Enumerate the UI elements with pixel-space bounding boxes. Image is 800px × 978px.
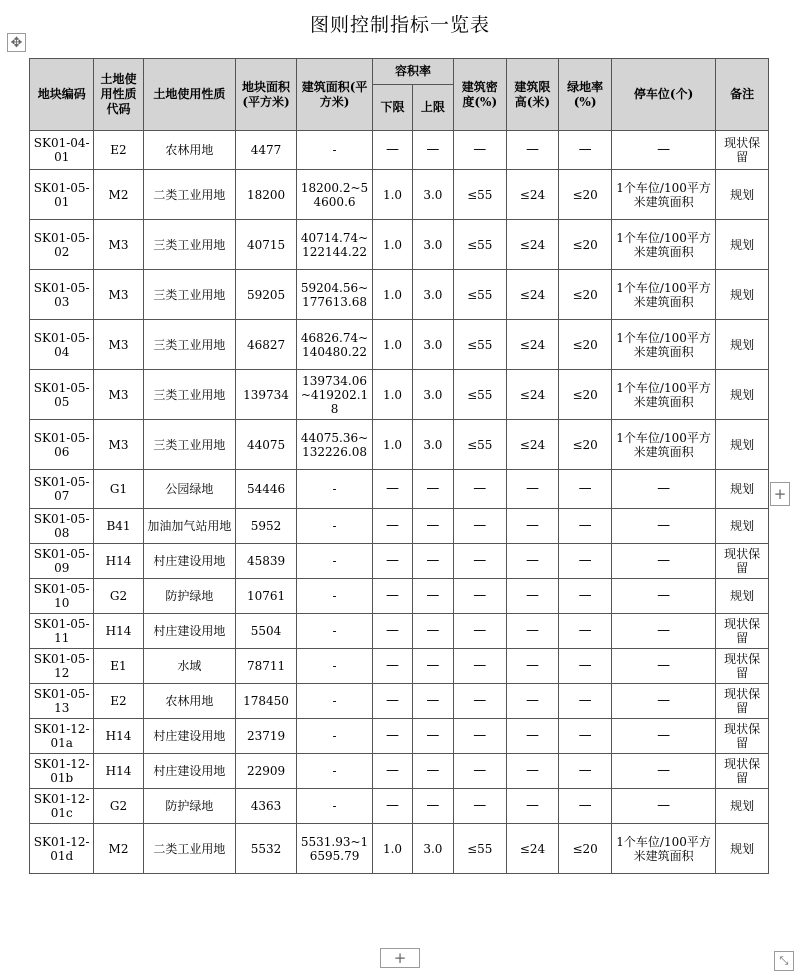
cell-note: 规划 xyxy=(716,270,769,320)
cell-parking: — xyxy=(611,544,715,579)
cell-land-use: 公园绿地 xyxy=(143,470,236,509)
cell-floor-area: - xyxy=(296,579,372,614)
cell-height: ≤24 xyxy=(506,270,559,320)
header-green: 绿地率(%) xyxy=(559,59,612,131)
cell-height: — xyxy=(506,684,559,719)
cell-floor-area: - xyxy=(296,789,372,824)
cell-height: — xyxy=(506,614,559,649)
cell-height: — xyxy=(506,470,559,509)
cell-land-code: H14 xyxy=(94,614,143,649)
cell-block-id: SK01-05-12 xyxy=(30,649,94,684)
cell-height: — xyxy=(506,131,559,170)
cell-parking: — xyxy=(611,789,715,824)
header-far: 容积率 xyxy=(373,59,454,85)
cell-land-use: 三类工业用地 xyxy=(143,220,236,270)
cell-land-code: M3 xyxy=(94,320,143,370)
cell-floor-area: 46826.74~140480.22 xyxy=(296,320,372,370)
cell-area: 59205 xyxy=(236,270,297,320)
cell-block-id: SK01-05-07 xyxy=(30,470,94,509)
cell-area: 45839 xyxy=(236,544,297,579)
cell-height: — xyxy=(506,719,559,754)
cell-parking: — xyxy=(611,649,715,684)
cell-parking: 1个车位/100平方米建筑面积 xyxy=(611,824,715,874)
cell-far-max: — xyxy=(412,684,453,719)
cell-far-max: 3.0 xyxy=(412,824,453,874)
cell-area: 10761 xyxy=(236,579,297,614)
cell-density: ≤55 xyxy=(453,420,506,470)
cell-far-max: — xyxy=(412,614,453,649)
cell-land-code: G2 xyxy=(94,789,143,824)
cell-land-use: 三类工业用地 xyxy=(143,370,236,420)
resize-handle-icon[interactable]: ⤡ xyxy=(774,951,794,971)
cell-green: — xyxy=(559,754,612,789)
table-row xyxy=(30,544,769,579)
cell-block-id: SK01-05-09 xyxy=(30,544,94,579)
cell-land-code: M3 xyxy=(94,220,143,270)
cell-area: 5952 xyxy=(236,509,297,544)
cell-far-max: — xyxy=(412,649,453,684)
cell-land-use: 水域 xyxy=(143,649,236,684)
cell-parking: — xyxy=(611,719,715,754)
cell-density: — xyxy=(453,509,506,544)
cell-green: ≤20 xyxy=(559,220,612,270)
cell-block-id: SK01-05-01 xyxy=(30,170,94,220)
cell-height: — xyxy=(506,789,559,824)
cell-green: — xyxy=(559,509,612,544)
cell-area: 4363 xyxy=(236,789,297,824)
cell-area: 4477 xyxy=(236,131,297,170)
cell-floor-area: - xyxy=(296,470,372,509)
cell-area: 18200 xyxy=(236,170,297,220)
cell-block-id: SK01-05-08 xyxy=(30,509,94,544)
cell-green: ≤20 xyxy=(559,320,612,370)
cell-floor-area: 18200.2~54600.6 xyxy=(296,170,372,220)
cell-floor-area: - xyxy=(296,754,372,789)
cell-land-use: 村庄建设用地 xyxy=(143,719,236,754)
cell-height: — xyxy=(506,509,559,544)
cell-density: — xyxy=(453,649,506,684)
cell-green: — xyxy=(559,684,612,719)
add-column-plus-icon[interactable]: + xyxy=(770,482,790,506)
cell-far-min: — xyxy=(373,509,413,544)
header-floor-area: 建筑面积(平方米) xyxy=(296,59,372,131)
cell-note: 规划 xyxy=(716,370,769,420)
cell-far-max: 3.0 xyxy=(412,320,453,370)
cell-land-use: 二类工业用地 xyxy=(143,824,236,874)
cell-far-min: 1.0 xyxy=(373,170,413,220)
table-row xyxy=(30,579,769,614)
cell-height: ≤24 xyxy=(506,420,559,470)
cell-area: 139734 xyxy=(236,370,297,420)
cell-area: 23719 xyxy=(236,719,297,754)
cell-green: — xyxy=(559,544,612,579)
cell-land-code: M3 xyxy=(94,420,143,470)
cell-land-code: M3 xyxy=(94,270,143,320)
cell-area: 178450 xyxy=(236,684,297,719)
cell-green: ≤20 xyxy=(559,270,612,320)
cell-far-max: — xyxy=(412,754,453,789)
cell-height: — xyxy=(506,579,559,614)
cell-land-code: M2 xyxy=(94,824,143,874)
cell-block-id: SK01-04-01 xyxy=(30,131,94,170)
cell-block-id: SK01-05-05 xyxy=(30,370,94,420)
cell-green: — xyxy=(559,614,612,649)
cell-far-max: — xyxy=(412,509,453,544)
cell-land-code: G2 xyxy=(94,579,143,614)
cell-floor-area: - xyxy=(296,131,372,170)
cell-far-min: — xyxy=(373,544,413,579)
table-row xyxy=(30,509,769,544)
cell-far-min: 1.0 xyxy=(373,320,413,370)
header-parking: 停车位(个) xyxy=(611,59,715,131)
cell-far-max: — xyxy=(412,789,453,824)
cell-green: ≤20 xyxy=(559,420,612,470)
cell-far-min: — xyxy=(373,684,413,719)
cell-parking: — xyxy=(611,614,715,649)
cell-density: — xyxy=(453,754,506,789)
cell-note: 规划 xyxy=(716,420,769,470)
cell-land-code: H14 xyxy=(94,719,143,754)
cell-far-max: 3.0 xyxy=(412,370,453,420)
header-density: 建筑密度(%) xyxy=(453,59,506,131)
table-row xyxy=(30,824,769,874)
cell-land-use: 村庄建设用地 xyxy=(143,614,236,649)
cell-green: — xyxy=(559,789,612,824)
cell-density: — xyxy=(453,719,506,754)
cell-far-min: — xyxy=(373,579,413,614)
cell-land-use: 三类工业用地 xyxy=(143,320,236,370)
table-row xyxy=(30,649,769,684)
cell-far-min: — xyxy=(373,649,413,684)
cell-land-use: 三类工业用地 xyxy=(143,270,236,320)
table-row xyxy=(30,420,769,470)
cell-area: 46827 xyxy=(236,320,297,370)
cell-note: 现状保留 xyxy=(716,544,769,579)
cell-land-use: 农林用地 xyxy=(143,684,236,719)
cell-far-min: 1.0 xyxy=(373,220,413,270)
cell-note: 现状保留 xyxy=(716,649,769,684)
cell-height: ≤24 xyxy=(506,370,559,420)
cell-parking: 1个车位/100平方米建筑面积 xyxy=(611,270,715,320)
cell-parking: 1个车位/100平方米建筑面积 xyxy=(611,320,715,370)
cell-far-max: 3.0 xyxy=(412,170,453,220)
cell-green: ≤20 xyxy=(559,170,612,220)
cell-note: 规划 xyxy=(716,220,769,270)
add-row-plus-icon[interactable]: + xyxy=(380,948,420,968)
cell-block-id: SK01-05-03 xyxy=(30,270,94,320)
cell-density: — xyxy=(453,470,506,509)
cell-green: — xyxy=(559,131,612,170)
cell-floor-area: - xyxy=(296,719,372,754)
cell-land-use: 防护绿地 xyxy=(143,579,236,614)
cell-land-use: 村庄建设用地 xyxy=(143,544,236,579)
cell-block-id: SK01-12-01a xyxy=(30,719,94,754)
cell-far-min: — xyxy=(373,131,413,170)
cell-parking: 1个车位/100平方米建筑面积 xyxy=(611,220,715,270)
cell-far-min: — xyxy=(373,754,413,789)
cell-note: 规划 xyxy=(716,470,769,509)
cell-block-id: SK01-05-04 xyxy=(30,320,94,370)
cell-far-min: — xyxy=(373,789,413,824)
cell-floor-area: - xyxy=(296,509,372,544)
cell-height: — xyxy=(506,754,559,789)
cell-block-id: SK01-05-11 xyxy=(30,614,94,649)
cell-land-code: E2 xyxy=(94,684,143,719)
page-title: 图则控制指标一览表 xyxy=(309,14,490,36)
cell-land-use: 村庄建设用地 xyxy=(143,754,236,789)
header-note: 备注 xyxy=(716,59,769,131)
cell-note: 现状保留 xyxy=(716,754,769,789)
cell-parking: — xyxy=(611,684,715,719)
cell-land-use: 农林用地 xyxy=(143,131,236,170)
cell-block-id: SK01-05-06 xyxy=(30,420,94,470)
cell-block-id: SK01-05-13 xyxy=(30,684,94,719)
cell-note: 规划 xyxy=(716,579,769,614)
cell-area: 78711 xyxy=(236,649,297,684)
cell-far-min: — xyxy=(373,719,413,754)
cell-area: 54446 xyxy=(236,470,297,509)
cell-density: — xyxy=(453,684,506,719)
cell-green: — xyxy=(559,719,612,754)
cell-land-code: B41 xyxy=(94,509,143,544)
cell-land-code: H14 xyxy=(94,754,143,789)
header-area: 地块面积(平方米) xyxy=(236,59,297,131)
cell-floor-area: 40714.74~122144.22 xyxy=(296,220,372,270)
cell-far-min: — xyxy=(373,614,413,649)
cell-floor-area: 44075.36~132226.08 xyxy=(296,420,372,470)
cell-green: — xyxy=(559,470,612,509)
cell-density: — xyxy=(453,131,506,170)
cell-height: — xyxy=(506,544,559,579)
cell-height: ≤24 xyxy=(506,220,559,270)
cell-block-id: SK01-12-01d xyxy=(30,824,94,874)
header-far-max: 上限 xyxy=(412,85,453,131)
cell-height: — xyxy=(506,649,559,684)
cell-block-id: SK01-05-02 xyxy=(30,220,94,270)
cell-far-min: 1.0 xyxy=(373,824,413,874)
cell-density: ≤55 xyxy=(453,824,506,874)
table-row xyxy=(30,470,769,509)
cell-block-id: SK01-12-01b xyxy=(30,754,94,789)
cell-density: ≤55 xyxy=(453,270,506,320)
cell-height: ≤24 xyxy=(506,824,559,874)
cell-height: ≤24 xyxy=(506,320,559,370)
cell-area: 5532 xyxy=(236,824,297,874)
cell-density: — xyxy=(453,579,506,614)
cell-parking: 1个车位/100平方米建筑面积 xyxy=(611,420,715,470)
cell-land-code: H14 xyxy=(94,544,143,579)
cell-parking: — xyxy=(611,754,715,789)
cell-far-max: 3.0 xyxy=(412,220,453,270)
cell-land-use: 加油加气站用地 xyxy=(143,509,236,544)
cell-area: 22909 xyxy=(236,754,297,789)
cell-land-use: 三类工业用地 xyxy=(143,420,236,470)
cell-far-max: — xyxy=(412,131,453,170)
cell-far-max: 3.0 xyxy=(412,270,453,320)
cell-floor-area: - xyxy=(296,684,372,719)
table-row xyxy=(30,320,769,370)
table-row xyxy=(30,270,769,320)
cell-far-max: 3.0 xyxy=(412,420,453,470)
header-land-use: 土地使用性质 xyxy=(143,59,236,131)
header-far-min: 下限 xyxy=(373,85,413,131)
cell-land-code: E2 xyxy=(94,131,143,170)
cell-far-min: — xyxy=(373,470,413,509)
cell-land-code: M2 xyxy=(94,170,143,220)
cell-green: ≤20 xyxy=(559,824,612,874)
cell-note: 规划 xyxy=(716,320,769,370)
cell-floor-area: - xyxy=(296,614,372,649)
cell-far-max: — xyxy=(412,544,453,579)
cell-note: 现状保留 xyxy=(716,719,769,754)
cell-parking: 1个车位/100平方米建筑面积 xyxy=(611,170,715,220)
cell-land-use: 二类工业用地 xyxy=(143,170,236,220)
table-body xyxy=(30,131,769,874)
cell-block-id: SK01-05-10 xyxy=(30,579,94,614)
table-row xyxy=(30,220,769,270)
header-land-code: 土地使用性质代码 xyxy=(94,59,143,131)
cell-parking: — xyxy=(611,509,715,544)
cell-green: — xyxy=(559,649,612,684)
cell-density: — xyxy=(453,544,506,579)
cell-note: 现状保留 xyxy=(716,684,769,719)
cell-green: ≤20 xyxy=(559,370,612,420)
cell-density: — xyxy=(453,614,506,649)
cell-density: — xyxy=(453,789,506,824)
cell-parking: — xyxy=(611,131,715,170)
cell-area: 44075 xyxy=(236,420,297,470)
cell-far-max: — xyxy=(412,470,453,509)
cell-far-max: — xyxy=(412,579,453,614)
cell-note: 规划 xyxy=(716,789,769,824)
cell-height: ≤24 xyxy=(506,170,559,220)
cell-floor-area: 59204.56~177613.68 xyxy=(296,270,372,320)
table-row xyxy=(30,170,769,220)
cell-note: 现状保留 xyxy=(716,131,769,170)
move-handle-icon[interactable]: ✥ xyxy=(7,33,26,52)
cell-density: ≤55 xyxy=(453,320,506,370)
control-index-table xyxy=(29,58,769,874)
cell-parking: 1个车位/100平方米建筑面积 xyxy=(611,370,715,420)
cell-block-id: SK01-12-01c xyxy=(30,789,94,824)
cell-far-min: 1.0 xyxy=(373,420,413,470)
cell-floor-area: - xyxy=(296,649,372,684)
cell-area: 40715 xyxy=(236,220,297,270)
cell-note: 规划 xyxy=(716,170,769,220)
cell-floor-area: - xyxy=(296,544,372,579)
table-row xyxy=(30,684,769,719)
cell-note: 现状保留 xyxy=(716,614,769,649)
cell-far-max: — xyxy=(412,719,453,754)
cell-parking: — xyxy=(611,470,715,509)
table-row xyxy=(30,789,769,824)
cell-parking: — xyxy=(611,579,715,614)
header-block-id: 地块编码 xyxy=(30,59,94,131)
cell-note: 规划 xyxy=(716,509,769,544)
cell-floor-area: 139734.06~419202.18 xyxy=(296,370,372,420)
cell-far-min: 1.0 xyxy=(373,370,413,420)
cell-green: — xyxy=(559,579,612,614)
cell-note: 规划 xyxy=(716,824,769,874)
cell-far-min: 1.0 xyxy=(373,270,413,320)
cell-density: ≤55 xyxy=(453,370,506,420)
cell-land-code: M3 xyxy=(94,370,143,420)
header-height: 建筑限高(米) xyxy=(506,59,559,131)
cell-area: 5504 xyxy=(236,614,297,649)
cell-land-code: E1 xyxy=(94,649,143,684)
cell-land-use: 防护绿地 xyxy=(143,789,236,824)
table-row xyxy=(30,754,769,789)
table-row xyxy=(30,131,769,170)
cell-floor-area: 5531.93~16595.79 xyxy=(296,824,372,874)
table-row xyxy=(30,370,769,420)
table-row xyxy=(30,614,769,649)
table-row xyxy=(30,719,769,754)
cell-density: ≤55 xyxy=(453,170,506,220)
cell-density: ≤55 xyxy=(453,220,506,270)
cell-land-code: G1 xyxy=(94,470,143,509)
